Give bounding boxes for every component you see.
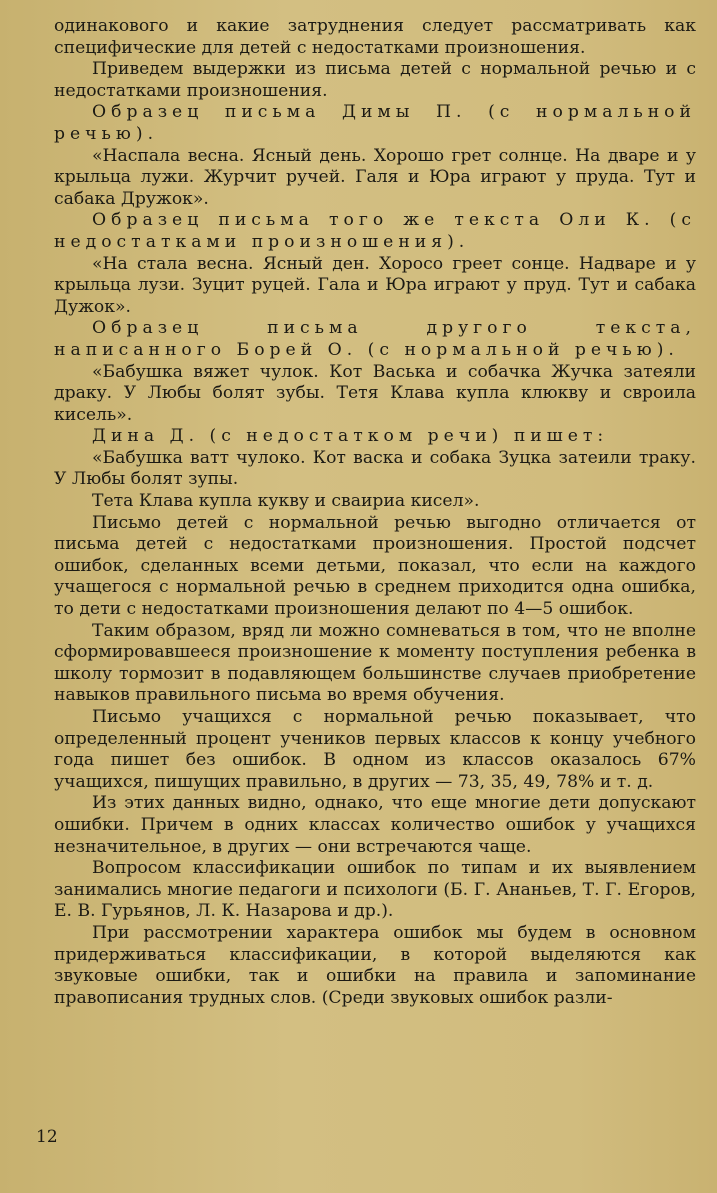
- sample-text-dina-2: Тета Клава купла кукву и сваириа кисел».: [92, 491, 480, 512]
- paragraph-comparison: Письмо детей с нормальной речью выгодно отличается от письма детей с недостатками произношения. Простой подсчет ошибок, сделанных всеми детьми, показал, что если на каждого учащегося с нормальной речью в среднем приходится одна ошибка, то дети с недостатками произношения делают по 4—5 ошибок.: [54, 512, 696, 620]
- sample-text-dima: «Наспала весна. Ясный день. Хорошо грет солнце. На дваре и у крыльца лужи. Журчит ручей. Галя и Юра играют у пруда. Тут и сабака Дружок».: [54, 145, 696, 209]
- paragraph-approach: При рассмотрении характера ошибок мы будем в основном придерживаться классификации, в которой выделяются как звуковые ошибки, так и ошибки на правила и запоминание правописания трудных слов. (Среди звуковых ошибок разли-: [54, 922, 696, 1008]
- paragraph-intro-continued: одинакового и какие затруднения следует рассматривать как специфические для детей с недостатками произношения.: [54, 16, 696, 58]
- paragraph-classification: Вопросом классификации ошибок по типам и их выявлением занимались многие педагоги и психологи (Б. Г. Ананьев, Т. Г. Егоров, Е. В. Гурьянов, Л. К. Назарова и др.).: [54, 858, 696, 922]
- paragraph-conclusion: Таким образом, вряд ли можно сомневаться в том, что не вполне сформировавшееся произношение к моменту поступления ребенка в школу тормозит в подавляющем большинстве случаев приобретение навыков правильного письма во время обучения.: [54, 620, 696, 706]
- paragraph-intro: Приведем выдержки из письма детей с нормальной речью и с недостатками произношения.: [54, 59, 696, 101]
- sample-heading-borya: Образец письма другого текста, написанного Борей О. (с нормальной речью).: [54, 318, 696, 360]
- sample-text-dina-1: «Бабушка ватт чулоко. Кот васка и собака Зуцка затеили траку. У Любы болят зупы.: [54, 447, 696, 490]
- sample-text-borya: «Бабушка вяжет чулок. Кот Васька и собачка Жучка затеяли драку. У Любы болят зубы. Тетя Клава купла клюкву и свроила кисель».: [54, 361, 696, 425]
- sample-text-olya: «На стала весна. Ясный ден. Хоросо греет сонце. Надваре и у крыльца лузи. Зуцит руцей. Гала и Юра играют у прyд. Тут и сабака Дужок».: [54, 253, 696, 317]
- paragraph-statistics: Письмо учащихся с нормальной речью показывает, что определенный процент учеников первых классов к концу учебного года пишет без ошибок. В одном из классов оказалось 67% учащихся, пишущих правильно, в других — 73, 35, 49, 78% и т. д.: [54, 707, 696, 792]
- sample-heading-olya: Образец письма того же текста Оли К. (с недостатками произношения).: [54, 210, 696, 252]
- page-number: 12: [36, 1127, 58, 1147]
- sample-heading-dina: Дина Д. (с недостатком речи) пишет:: [92, 426, 609, 447]
- paragraph-errors-remain: Из этих данных видно, однако, что еще многие дети допускают ошибки. Причем в одних классах количество ошибок у учащихся незначительное, в других — они встречаются чаще.: [54, 793, 696, 857]
- sample-heading-dima: Образец письма Димы П. (с нормальной речью).: [54, 102, 696, 144]
- body-text: [54, 16, 696, 1009]
